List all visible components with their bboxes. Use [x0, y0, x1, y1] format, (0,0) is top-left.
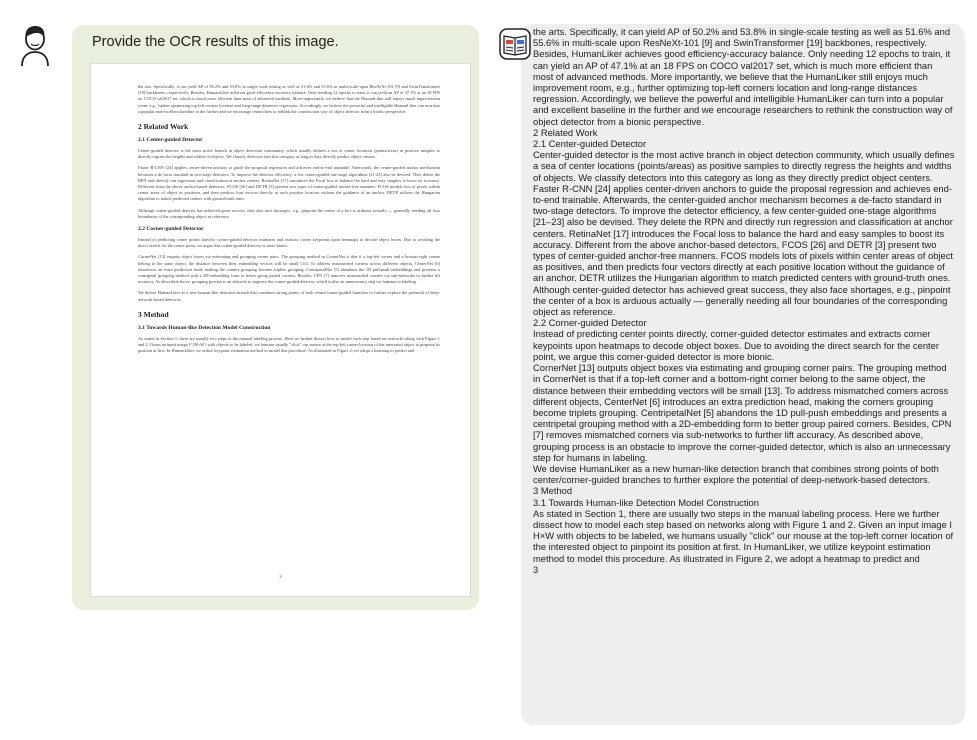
doc-heading-related-work: 2 Related Work	[138, 122, 189, 132]
doc-heading-corner-guided: 2.2 Corner-guided Detector	[138, 226, 204, 233]
doc-heading-human-like: 3.1 Towards Human-like Detection Model Construction	[138, 324, 271, 331]
attached-document-image[interactable]	[90, 63, 471, 597]
assistant-ocr-text[interactable]: the arts. Specifically, it can yield AP of 50.2% and 53.8% in single-scale testing as well as 51.6% and 55.6% in multi-scale upon ResNeXt-101 [9] and SwinTransformer [19] backbones, respectively. Besides, HumanLiker achieves good efficiency-accuracy balance. Only needing 12 epochs to train, it can yield an AP of 47.1% at an 18 FPS on COCO val2017 set, which is much more efficient than most of advanced methods. More importantly, we believe that the HumanLiker still enjoys much improvement room, e.g., further optimizing top-left corners location and long-range distances regression. Accordingly, we believe the powerful and intelligible HumanLiker can turn into a popular and excellent baseline in the further and we encourage researchers to rethink the construction way of object detector from a bionic perspective. 2 Related Work 2.1 Center-guided Detector Center-guided detector is the most active branch in object detection community, which usually defines a sea of center locations (points/areas) as positive samples to directly regress the heights and widths of objects. We classify detectors into this category as long as they directly predict object centers. Faster R-CNN [24] applies center-driven anchors to guide the proposal regression and achieves end-to-end trainable. Afterwards, the center-guided anchor mechanism becomes a de-facto standard in two-stage detectors. To improve the detector efficiency, a few center-guided one-stage algorithms [21–23] also be devised. They delete the RPN and directly run regression and classification at anchor centers. RetinaNet [17] introduces the Focal loss to balance the hard and easy samples to boost its accuracy. Different from the above anchor-based detectors, FCOS [26] and DETR [3] present two types of center-guided anchor-free manners. FCOS models lots of pixels within center areas of object as positives, and then predicts four vectors directly at each positive location without the guidance of an anchor. DETR utilizes the Hungarian algorithm to match predicted centers with ground-truth ones. Although center-guided detector has achieved great success, they also face shortages, e.g., pinpoint the center of a box is arduous actually — generally needing all four boundaries of the corresponding object as reference. 2.2 Corner-guided Detector Instead of predicting center points directly, corner-guided detector estimates and extracts corner keypoints upon heatmaps to decode object boxes. Due to avoiding the direct search for the center point, we argue this corner-guided detector is more bionic. CornerNet [13] outputs object boxes via estimating and grouping corner pairs. The grouping method in CornerNet is that if a top-left corner and a bottom-right corner belong to the same object, the distance between their embedding vectors will be small [13]. To address mismatched corners across different objects, CenterNet [6] introduces an extra prediction head, making the corners grouping become triplets grouping. CentripetalNet [5] abandons the 1D pull-push embeddings and presents a centripetal grouping method with a 2D-embedding form to better group paired corners. Besides, CPN [7] removes mismatched corners via sub-networks to further lift accuracy. As described above, grouping process is an obstacle to improve the corner-guided detector, which is also an unnecessary step for humans in labeling. We devise HumanLiker as a new human-like detection branch that combines strong points of both center/corner-guided branches to further explore the potential of deep-network-based detectors. 3 Method 3.1 Towards Human-like Detection Model Construction As stated in Section 1, there are usually two steps in the manual labeling process. Here we further dissect how to model each step based on networks along with Figure 1 and 2. Given an input image I H×W with objects to be labeled, we humans usually "click" our mouse at the top-left corner location of the interested object to pinpoint its position at first. In HumanLiker, we utilize keypoint estimation method to model this procedure. As illustrated in Figure 2, we adopt a heatmap to predict and 3	[533, 26, 955, 575]
doc-paragraph: Instead of predicting center points directly, corner-guided detector estimates and extracts corner keypoints upon heatmaps to decode object boxes. Due to avoiding the direct search for the center point, we argue this corner-guided detector is more bionic.	[138, 237, 440, 249]
user-avatar-icon	[12, 22, 58, 68]
doc-paragraph: As stated in Section 1, there are usually two steps in the manual labeling process. Here we further dissect how to model each step based on networks along with Figure 1 and 2. Given an input image I^{H×W} with objects to be labeled, we humans usually "click" our mouse at the top-left corner location of the interested object to pinpoint its position at first. In HumanLiker, we utilize keypoint estimation method to model this procedure. As illustrated in Figure 2, we adopt a heatmap to predict and	[138, 335, 440, 354]
doc-paragraph: Faster R-CNN [24] applies center-driven anchors to guide the proposal regression and achieves end-to-end trainable. Afterwards, the center-guided anchor mechanism becomes a de-facto standard in two-stage detectors. To improve the detector efficiency, a few center-guided one-stage algorithms [21-23] also be devised. They delete the RPN and directly run regression and classification at anchor centers. RetinaNet [17] introduces the Focal loss to balance the hard and easy samples to boost its accuracy. Different from the above anchor-based detectors, FCOS [26] and DETR [3] present two types of center-guided anchor-free manners. FCOS models lots of pixels within center areas of object as positives, and then predicts four vectors directly at each positive location without the guidance of an anchor. DETR utilizes the Hungarian algorithm to match predicted centers with ground-truth ones.	[138, 165, 440, 202]
user-message	[72, 25, 479, 610]
user-prompt-text: Provide the OCR results of this image.	[92, 34, 339, 50]
doc-paragraph: CornerNet [13] outputs object boxes via estimating and grouping corner pairs. The grouping method in CornerNet is that if a top-left corner and a bottom-right corner belong to the same object, the distance between their embedding vectors will be small [13]. To address mismatched corners across different objects, CenterNet [6] introduces an extra prediction head, making the corners grouping become triplets grouping. CentripetalNet [5] abandons the 1D pull-push embeddings and presents a centripetal grouping method with a 2D-embedding form to better group paired corners. Besides, CPN [7] removes mismatched corners via sub-networks to further lift accuracy. As described above, grouping process is an obstacle to improve the corner-guided detector, which is also an unnecessary step for humans in labeling.	[138, 254, 440, 285]
doc-paragraph: We devise HumanLiker as a new human-like detection branch that combines strong points of both center/corner-guided branches to further explore the potential of deep-network-based detectors.	[138, 290, 440, 302]
doc-heading-method: 3 Method	[138, 309, 169, 319]
doc-intro: the arts. Specifically, it can yield AP of 50.2% and 53.8% in single-scale testing as well as 51.6% and 55.6% in multi-scale upon ResNeXt-101 [9] and SwinTransformer [19] backbones, respectively. Besides, HumanLiker achieves good efficiency-accuracy balance. Only needing 12 epochs to train, it can yield an AP of 47.1% at an 18 FPS on COCO val2017 set, which is much more efficient than most of advanced methods. More importantly, we believe that the HumanLiker still enjoys much improvement room, e.g., further optimizing top-left corners location and long-range distances regression. Accordingly, we believe the powerful and intelligible HumanLiker can turn into a popular and excellent baseline in the further and we encourage researchers to rethink the construction way of object detector from a bionic perspective.	[138, 84, 440, 114]
doc-page-number: 3	[279, 575, 282, 580]
doc-heading-center-guided: 2.1 Center-guided Detector	[138, 137, 203, 144]
doc-paragraph: Although center-guided detector has achieved great success, they also face shortages, e.g., pinpoint the center of a box is arduous actually — generally needing all four boundaries of the corresponding object as reference.	[138, 207, 440, 219]
assistant-book-icon	[499, 28, 531, 60]
doc-paragraph: Center-guided detector is the most active branch in object detection community, which usually defines a sea of center locations (points/areas) as positive samples to directly regress the heights and widths of objects. We classify detectors into this category as long as they directly predict object centers.	[138, 148, 440, 160]
assistant-message	[521, 24, 965, 725]
